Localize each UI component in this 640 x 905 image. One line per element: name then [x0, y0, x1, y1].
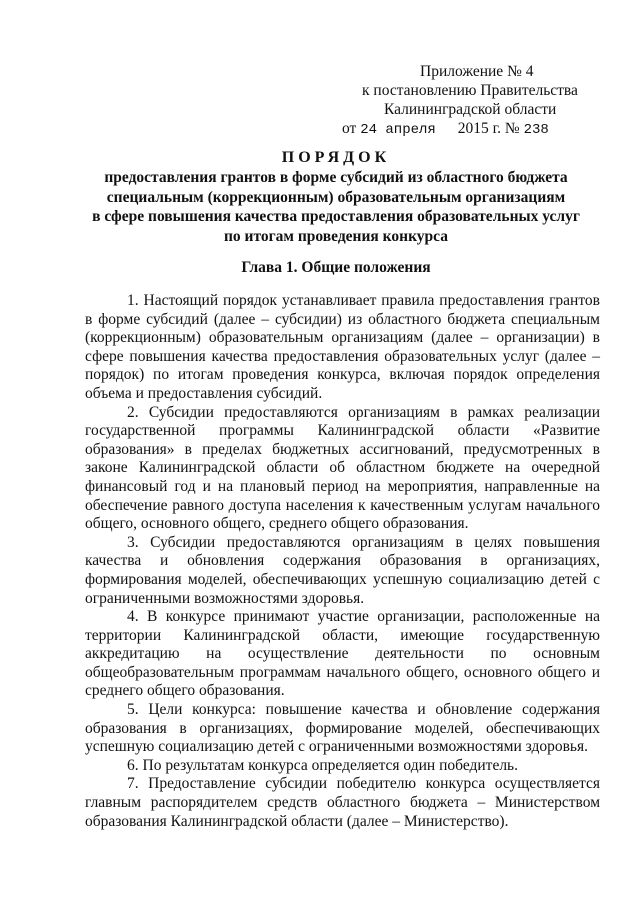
- title-subtitle-line: предоставления грантов в форме субсидий из областного бюджета: [104, 169, 568, 186]
- document-number: 238: [523, 122, 549, 138]
- appendix-number: Приложение № 4: [420, 63, 534, 80]
- document-title: [86, 148, 586, 246]
- chapter-heading: Глава 1. Общие положения: [241, 259, 431, 276]
- title-subtitle-line: в сфере повышения качества предоставления образовательных услуг: [92, 208, 580, 225]
- paragraph: 3. Субсидии предоставляются организациям в целях повышения качества и обновления содержания образования в организациях, формирования моделей, обеспечивающих успешную социализацию детей с ограниченными возможностями здоровья.: [85, 533, 600, 607]
- date-day-month: 24 апреля: [360, 122, 436, 138]
- appendix-line-resolution: к постановлению Правительства: [362, 82, 578, 99]
- paragraph: 5. Цели конкурса: повышение качества и обновление содержания образования в организациях, формирование моделей, обеспечивающих успешную социализацию детей с ограниченными возможностями здоровья.: [85, 701, 600, 756]
- date-year: 2015 г. №: [457, 120, 520, 137]
- appendix-line-region: Калининградской области: [384, 101, 557, 118]
- title-subtitle-line: по итогам проведения конкурса: [224, 227, 448, 245]
- paragraph: 6. По результатам конкурса определяется один победитель.: [127, 756, 519, 774]
- title-heading: ПОРЯДОК: [281, 149, 391, 166]
- appendix-block: [340, 62, 580, 140]
- paragraph: 1. Настоящий порядок устанавливает правила предоставления грантов в форме субсидий (далее – субсидии) из областного бюджета специальным (коррекционным) образовательным организациям (далее – организации) в сфере повышения качества предоставления образовательных услуг (далее – порядок) по итогам проведения конкурса, включая порядок определения объема и предоставления субсидий.: [85, 292, 600, 402]
- paragraph: 7. Предоставление субсидии победителю конкурса осуществляется главным распорядителем средств областного бюджета – Министерством образования Калининградской области (далее – Министерство).: [85, 775, 600, 830]
- appendix-date-line: [340, 119, 580, 140]
- document-body: [85, 292, 600, 831]
- date-prefix: от: [342, 120, 357, 137]
- paragraph: 4. В конкурсе принимают участие организации, расположенные на территории Калининградской области, имеющие государственную аккредитацию на осуществление деятельности по основным общеобразовательным программам начального общего, основного общего и среднего общего образования.: [85, 608, 600, 700]
- title-subtitle-line: специальным (коррекционным) образовательным организациям: [106, 188, 566, 206]
- paragraph: 2. Субсидии предоставляются организациям в рамках реализации государственной программы Калининградской области «Развитие образования» в пределах бюджетных ассигнований, предусмотренных в законе Калининградской области об областном бюджете на очередной финансовый год и на плановый период на мероприятия, направленные на обеспечение равного доступа населения к качественным услугам начального общего, основного общего, среднего общего образования.: [85, 403, 600, 533]
